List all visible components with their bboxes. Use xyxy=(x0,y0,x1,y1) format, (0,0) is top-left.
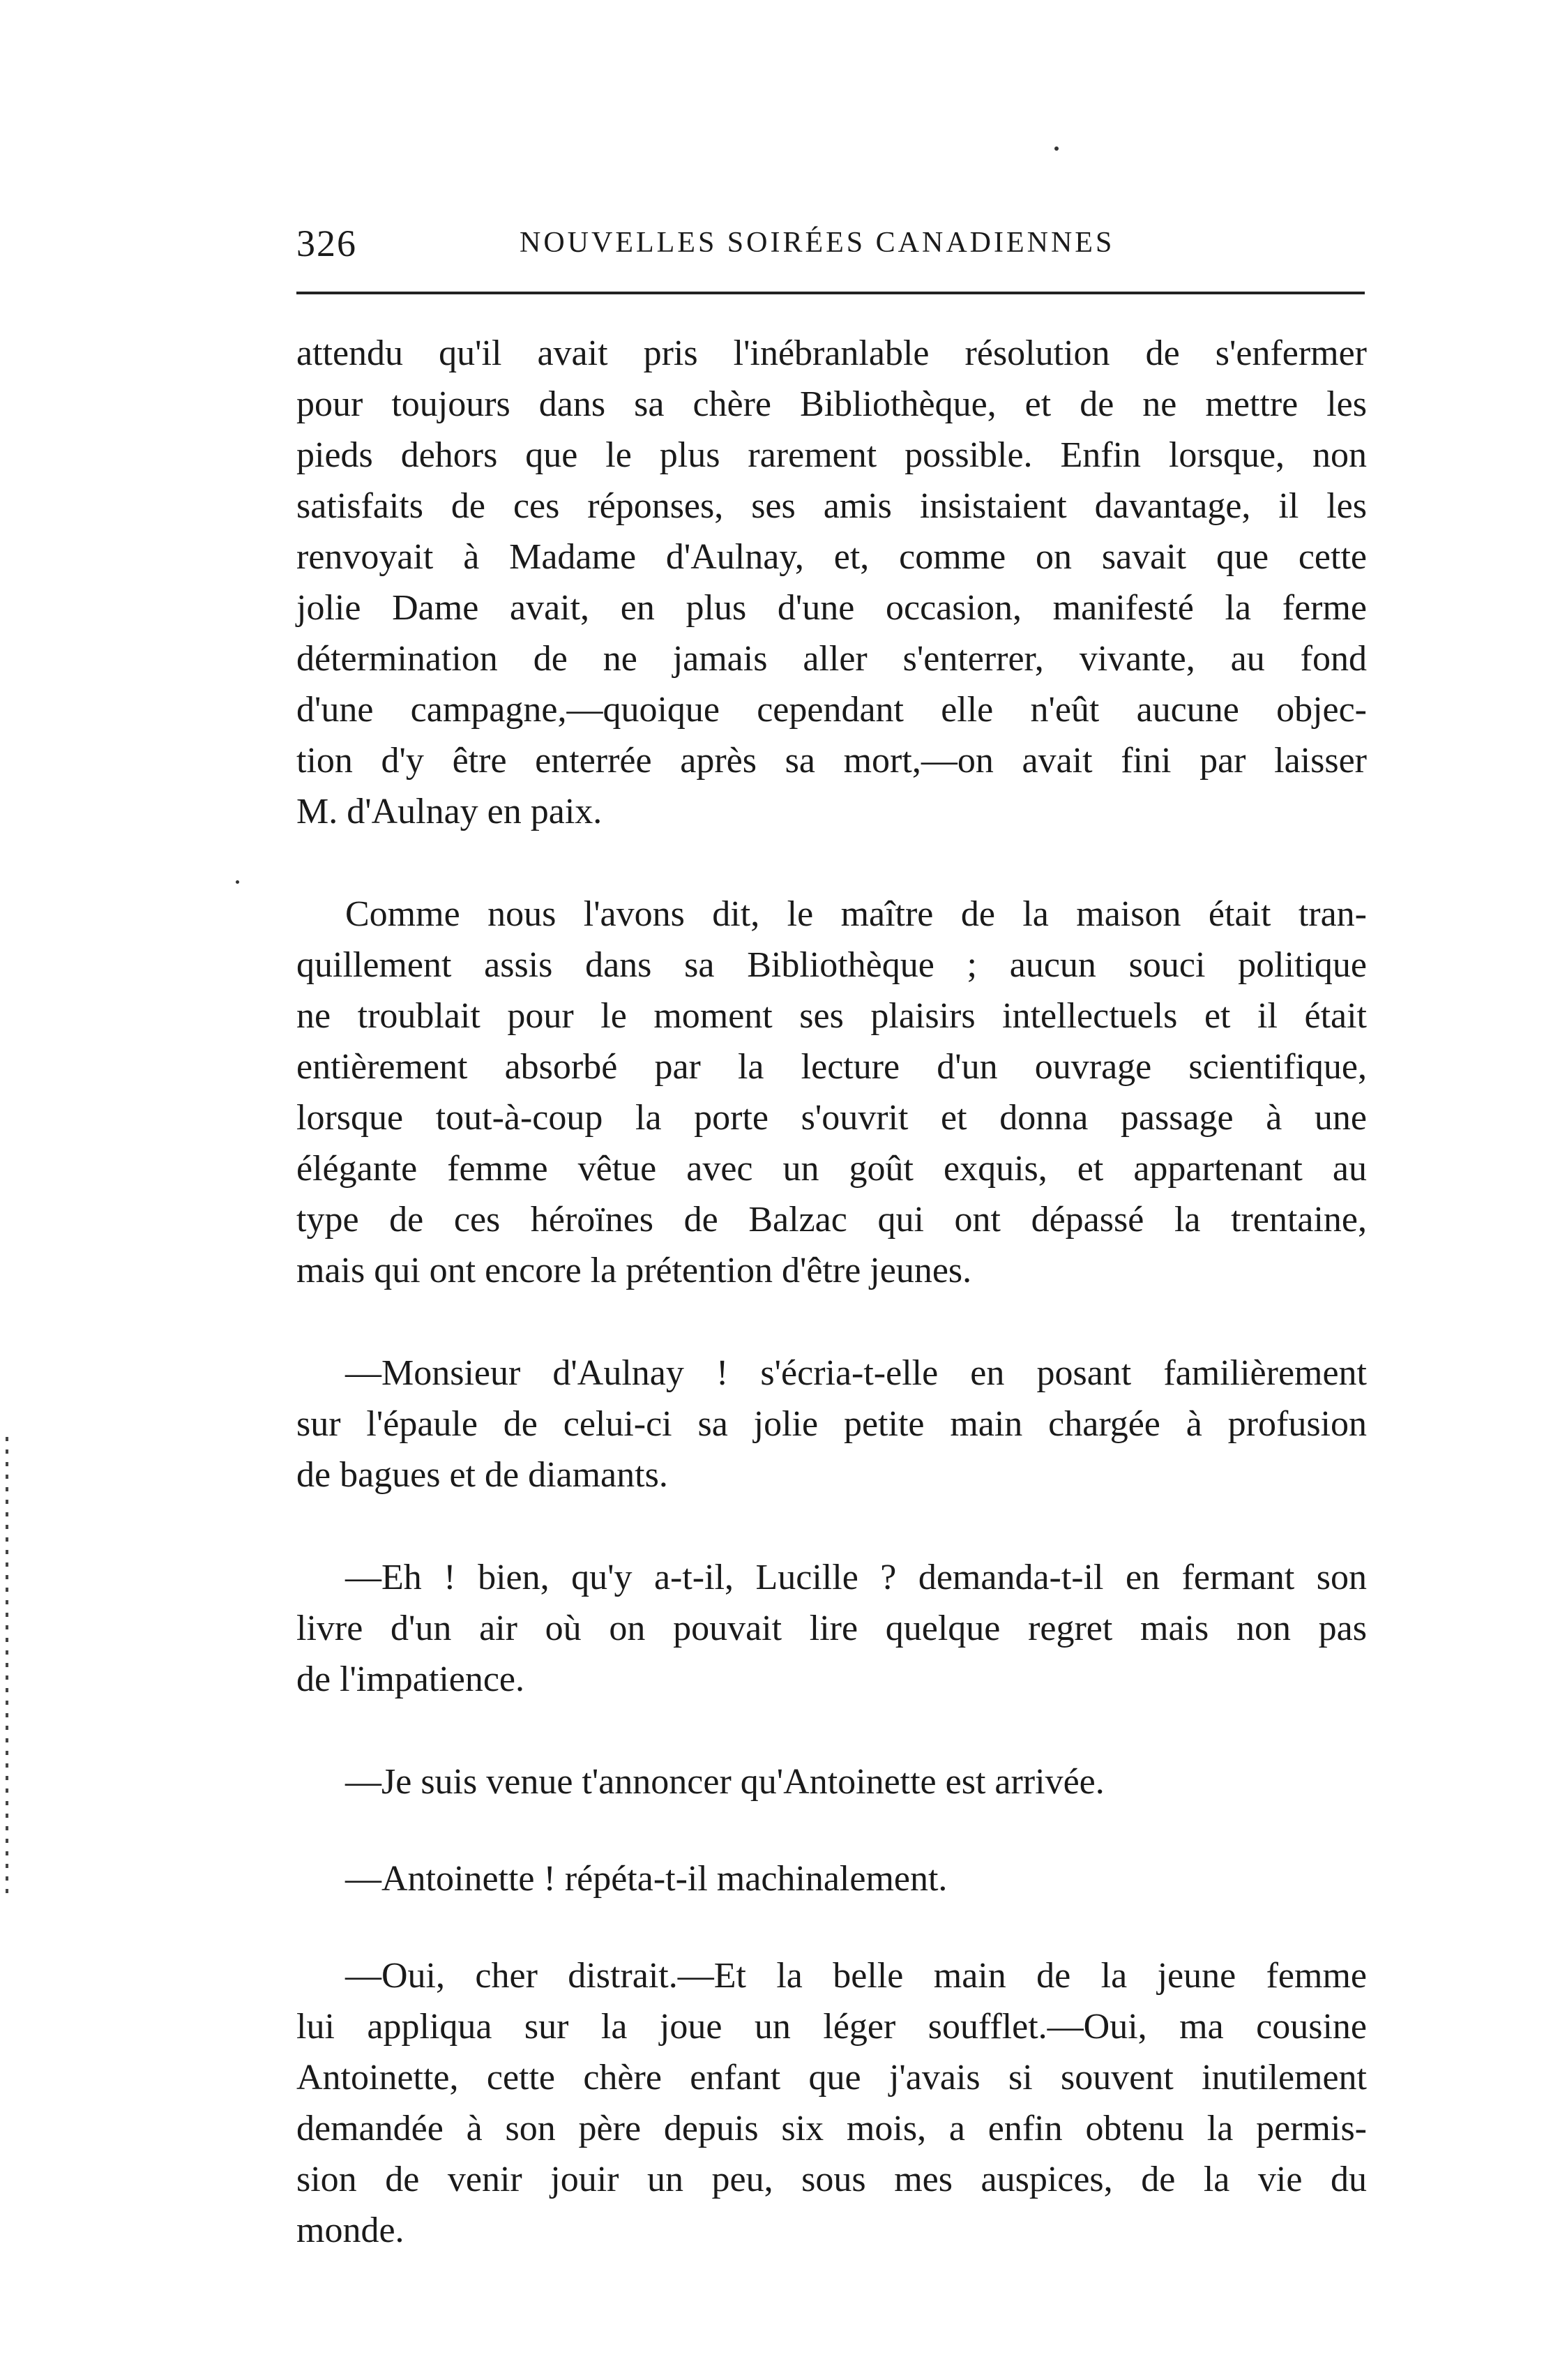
body-text xyxy=(296,328,1367,2256)
text-line: tion d'y être enterrée après sa mort,—on avait fini par laisser xyxy=(296,741,1367,781)
paragraph-4 xyxy=(296,1552,1367,1705)
text-line: monde. xyxy=(296,2210,404,2250)
text-line: d'une campagne,—quoique cependant elle n'eût aucune objec- xyxy=(296,690,1367,730)
text-line: lorsque tout-à-coup la porte s'ouvrit et donna passage à une xyxy=(296,1098,1367,1138)
paragraph-5 xyxy=(296,1756,1367,1807)
text-line: entièrement absorbé par la lecture d'un ouvrage scientifique, xyxy=(296,1047,1367,1087)
text-line: sur l'épaule de celui-ci sa jolie petite main chargée à profusion xyxy=(296,1404,1367,1444)
paragraph-gap xyxy=(296,1500,1367,1552)
header-rule xyxy=(296,292,1365,294)
text-line: ne troublait pour le moment ses plaisirs intellectuels et il était xyxy=(296,996,1367,1036)
text-line: livre d'un air où on pouvait lire quelque regret mais non pas xyxy=(296,1609,1367,1648)
text-line: Antoinette, cette chère enfant que j'avais si souvent inutilement xyxy=(296,2058,1367,2097)
paragraph-1 xyxy=(296,328,1367,837)
paragraph-6 xyxy=(296,1853,1367,1904)
paragraph-7 xyxy=(296,1950,1367,2256)
text-line: de bagues et de diamants. xyxy=(296,1455,668,1495)
paragraph-gap xyxy=(296,1296,1367,1348)
text-line: satisfaits de ces réponses, ses amis insistaient davantage, il les xyxy=(296,486,1367,526)
text-line: de l'impatience. xyxy=(296,1659,525,1699)
scan-speck xyxy=(236,880,239,884)
text-line: quillement assis dans sa Bibliothèque ; aucun souci politique xyxy=(296,945,1367,985)
paragraph-2 xyxy=(296,889,1367,1296)
page-header xyxy=(296,222,1363,271)
text-line: élégante femme vêtue avec un goût exquis, et appartenant au xyxy=(296,1149,1367,1189)
text-line: pour toujours dans sa chère Bibliothèque, et de ne mettre les xyxy=(296,384,1367,424)
text-line: jolie Dame avait, en plus d'une occasion, manifesté la ferme xyxy=(296,588,1367,628)
scan-margin-marks xyxy=(6,1437,8,1897)
text-line: renvoyait à Madame d'Aulnay, et, comme on savait que cette xyxy=(296,537,1367,577)
text-line: —Monsieur d'Aulnay ! s'écria-t-elle en posant familièrement xyxy=(345,1353,1367,1393)
text-line: attendu qu'il avait pris l'inébranlable résolution de s'enfermer xyxy=(296,333,1367,373)
text-line: type de ces héroïnes de Balzac qui ont dépassé la trentaine, xyxy=(296,1200,1367,1240)
text-line: demandée à son père depuis six mois, a enfin obtenu la permis- xyxy=(296,2109,1367,2148)
text-line: —Antoinette ! répéta-t-il machinalement. xyxy=(345,1859,948,1899)
paragraph-3 xyxy=(296,1348,1367,1500)
paragraph-gap xyxy=(296,1705,1367,1756)
text-line: M. d'Aulnay en paix. xyxy=(296,792,603,831)
paragraph-gap xyxy=(296,1904,1367,1950)
text-line: mais qui ont encore la prétention d'être jeunes. xyxy=(296,1251,972,1290)
text-line: Comme nous l'avons dit, le maître de la maison était tran- xyxy=(345,894,1367,934)
running-title: NOUVELLES SOIRÉES CANADIENNES xyxy=(520,227,1115,259)
text-line: —Eh ! bien, qu'y a-t-il, Lucille ? demanda-t-il en fermant son xyxy=(345,1558,1367,1597)
text-line: sion de venir jouir un peu, sous mes auspices, de la vie du xyxy=(296,2160,1367,2199)
scan-speck xyxy=(1054,146,1059,151)
paragraph-gap xyxy=(296,1807,1367,1853)
text-line: pieds dehors que le plus rarement possible. Enfin lorsque, non xyxy=(296,435,1367,475)
text-line: détermination de ne jamais aller s'enterrer, vivante, au fond xyxy=(296,639,1367,679)
paragraph-gap xyxy=(296,837,1367,889)
page-number: 326 xyxy=(296,223,357,264)
text-line: —Oui, cher distrait.—Et la belle main de la jeune femme xyxy=(345,1956,1367,1996)
text-line: lui appliqua sur la joue un léger soufflet.—Oui, ma cousine xyxy=(296,2007,1367,2047)
text-line: —Je suis venue t'annoncer qu'Antoinette est arrivée. xyxy=(345,1762,1105,1802)
